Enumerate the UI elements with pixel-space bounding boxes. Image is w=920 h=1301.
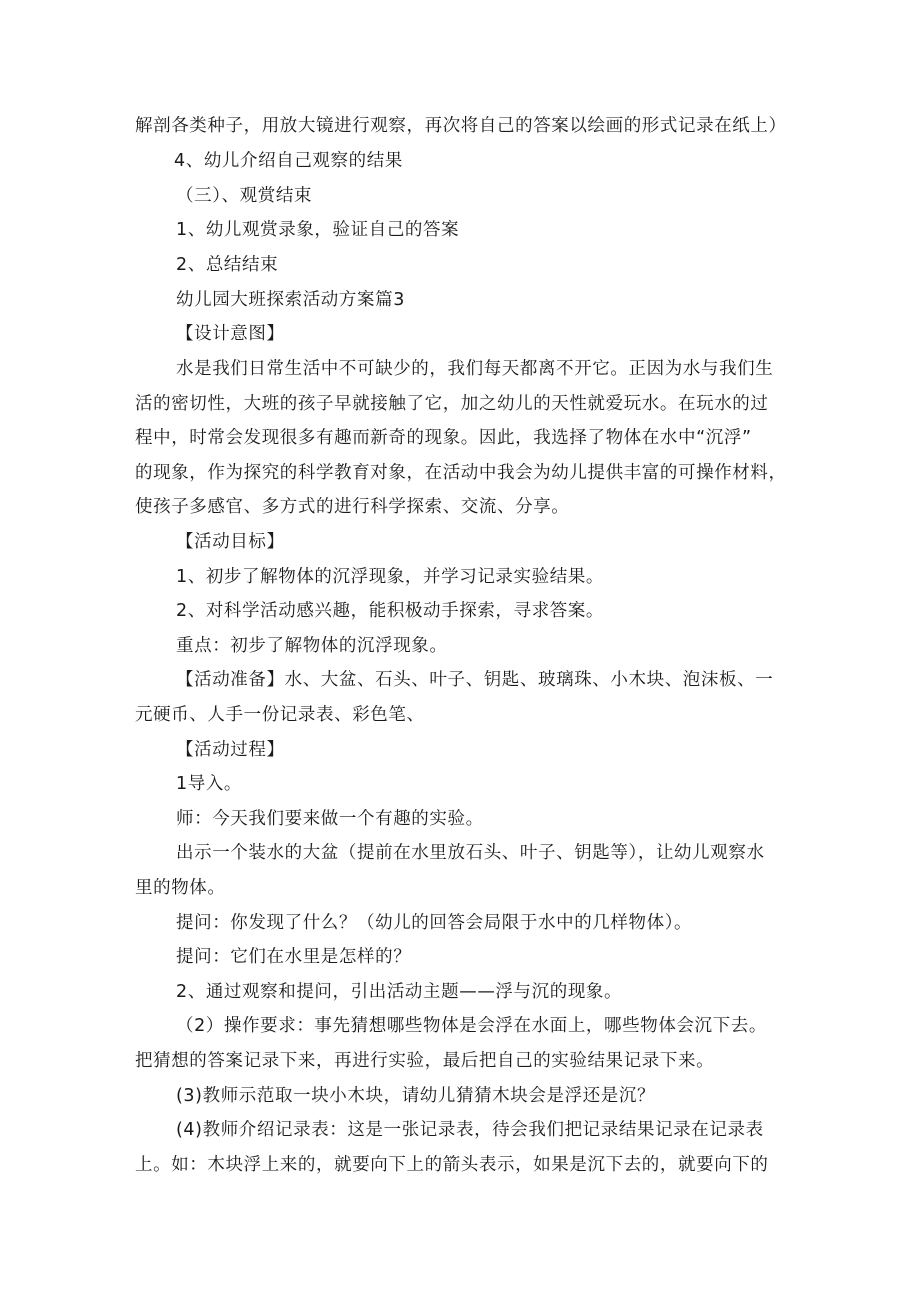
subheading: 【活动目标】 bbox=[176, 532, 285, 552]
text-line: 上。如：木块浮上来的，就要向下上的箭头表示，如果是沉下去的，就要向下的 bbox=[135, 1155, 769, 1175]
text-line: 2、总结结束 bbox=[176, 255, 279, 275]
text-line: 里的物体。 bbox=[135, 878, 226, 898]
text-line: 1、初步了解物体的沉浮现象，并学习记录实验结果。 bbox=[176, 567, 605, 587]
text-line: 【活动准备】水、大盆、石头、叶子、钥匙、玻璃珠、小木块、泡沫板、一 bbox=[176, 670, 774, 690]
text-line: 出示一个装水的大盆（提前在水里放石头、叶子、钥匙等），让幼儿观察水 bbox=[176, 843, 765, 863]
subheading: 【设计意图】 bbox=[176, 324, 285, 344]
text-line: 的现象，作为探究的科学教育对象，在活动中我会为幼儿提供丰富的可操作材料， bbox=[135, 463, 787, 483]
text-line: 重点：初步了解物体的沉浮现象。 bbox=[176, 636, 448, 656]
text-line: 提问：你发现了什么？（幼儿的回答会局限于水中的几样物体）。 bbox=[176, 913, 693, 933]
text-line: 程中，时常会发现很多有趣而新奇的现象。因此，我选择了物体在水中“沉浮” bbox=[135, 428, 752, 448]
text-line: 4、幼儿介绍自己观察的结果 bbox=[174, 151, 403, 171]
text-line: （2）操作要求：事先猜想哪些物体是会浮在水面上，哪些物体会沉下去。 bbox=[176, 1016, 767, 1036]
text-line: 2、对科学活动感兴趣，能积极动手探索，寻求答案。 bbox=[176, 601, 605, 621]
text-line: 解剖各类种子，用放大镜进行观察，再次将自己的答案以绘画的形式记录在纸上） bbox=[135, 116, 787, 136]
text-line: 1、幼儿观赏录象，验证自己的答案 bbox=[176, 220, 460, 240]
section-heading: 幼儿园大班探索活动方案篇3 bbox=[176, 290, 405, 310]
text-line: (4)教师介绍记录表：这是一张记录表，待会我们把记录结果记录在记录表 bbox=[176, 1120, 764, 1140]
text-line: 活的密切性，大班的孩子早就接触了它，加之幼儿的天性就爱玩水。在玩水的过 bbox=[135, 394, 769, 414]
text-line: 使孩子多感官、多方式的进行科学探索、交流、分享。 bbox=[135, 497, 570, 517]
text-line: 师：今天我们要来做一个有趣的实验。 bbox=[176, 809, 484, 829]
text-line: (3)教师示范取一块小木块，请幼儿猜猜木块会是浮还是沉？ bbox=[176, 1086, 656, 1106]
text-line: 2、通过观察和提问，引出活动主题——浮与沉的现象。 bbox=[176, 982, 623, 1002]
text-line: 提问：它们在水里是怎样的？ bbox=[176, 947, 412, 967]
text-line: 把猜想的答案记录下来，再进行实验，最后把自己的实验结果记录下来。 bbox=[135, 1051, 715, 1071]
text-line: 1导入。 bbox=[176, 774, 243, 794]
subheading: 【活动过程】 bbox=[176, 740, 285, 760]
text-line: （三）、观赏结束 bbox=[176, 186, 313, 206]
text-line: 水是我们日常生活中不可缺少的，我们每天都离不开它。正因为水与我们生 bbox=[176, 359, 774, 379]
text-line: 元硬币、人手一份记录表、彩色笔、 bbox=[135, 705, 425, 725]
